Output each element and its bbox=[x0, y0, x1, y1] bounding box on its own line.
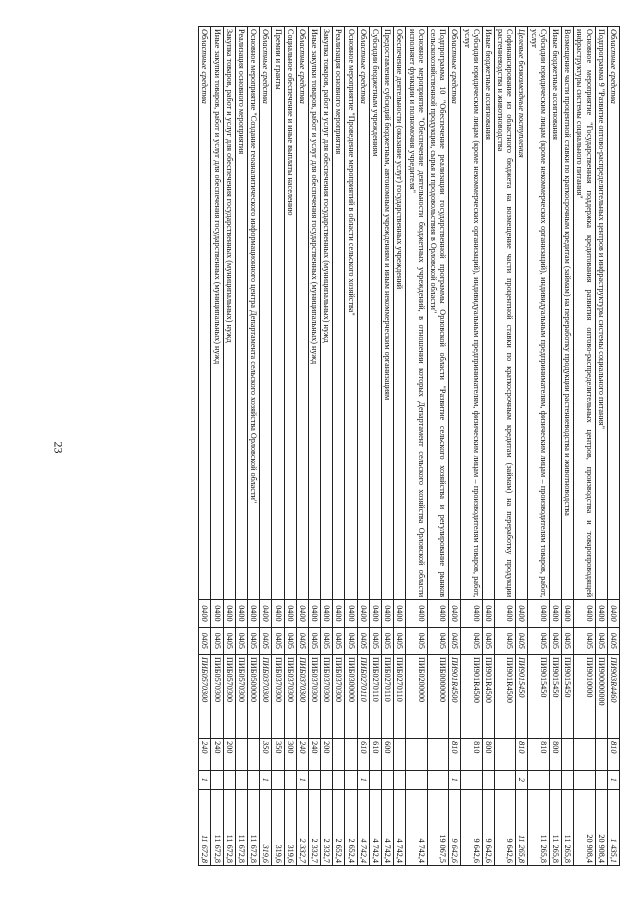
page-number: 23 bbox=[51, 441, 66, 454]
row-name-cell: Социальное обеспечение и иные выплаты населению bbox=[284, 27, 296, 600]
table-row bbox=[562, 27, 574, 866]
table-row bbox=[406, 27, 427, 866]
table-row bbox=[211, 27, 223, 866]
table-row bbox=[235, 27, 247, 866]
row-section-code-cell: 0400 bbox=[516, 600, 528, 627]
row-amount-cell: 11 265,8 bbox=[516, 789, 528, 865]
row-source-flag-cell: 1 bbox=[607, 770, 619, 789]
row-amount-cell: 19 067,5 bbox=[427, 789, 448, 865]
row-expense-type-cell bbox=[345, 739, 357, 770]
row-section-code-cell: 0400 bbox=[248, 600, 260, 627]
row-name-cell: Реализация основного мероприятия bbox=[235, 27, 247, 600]
table-row bbox=[369, 27, 381, 866]
row-source-flag-cell bbox=[382, 770, 394, 789]
table-row bbox=[284, 27, 296, 866]
row-subsection-code-cell: 0405 bbox=[308, 627, 320, 654]
row-target-article-cell: ПИБ0000000 bbox=[427, 654, 448, 738]
row-name-cell: Областные средства bbox=[357, 27, 369, 600]
row-expense-type-cell: 300 bbox=[284, 739, 296, 770]
table-row bbox=[296, 27, 308, 866]
table-row bbox=[607, 27, 619, 866]
row-expense-type-cell bbox=[394, 739, 406, 770]
row-target-article-cell: ПИ901R4500 bbox=[449, 654, 461, 738]
row-source-flag-cell bbox=[211, 770, 223, 789]
row-source-flag-cell: 1 bbox=[260, 770, 272, 789]
row-name-cell: Основное мероприятие "Государственная поддержка кредитования развития оптово-распределительных центров, производства и товаропроводящей инфраструктуры системы социального питания" bbox=[574, 27, 595, 600]
row-subsection-code-cell: 0405 bbox=[211, 627, 223, 654]
row-section-code-cell: 0400 bbox=[528, 600, 549, 627]
row-target-article-cell: ПИБ0570300 bbox=[235, 654, 247, 738]
row-target-article-cell: ПИБ0570300 bbox=[199, 654, 211, 738]
row-amount-cell: 20 908,4 bbox=[574, 789, 595, 865]
row-expense-type-cell bbox=[235, 739, 247, 770]
row-target-article-cell: ПИБ0370300 bbox=[321, 654, 333, 738]
table-row bbox=[528, 27, 549, 866]
row-target-article-cell: ПИБ0370300 bbox=[333, 654, 345, 738]
table-row bbox=[199, 27, 211, 866]
table-row bbox=[382, 27, 394, 866]
table-row bbox=[574, 27, 595, 866]
row-target-article-cell: ПИ9015450 bbox=[516, 654, 528, 738]
row-target-article-cell: ПИ9015450 bbox=[562, 654, 574, 738]
row-section-code-cell: 0400 bbox=[549, 600, 561, 627]
row-target-article-cell: ПИ900000000 bbox=[595, 654, 607, 738]
row-section-code-cell: 0400 bbox=[369, 600, 381, 627]
row-source-flag-cell bbox=[549, 770, 561, 789]
row-name-cell: Закупка товаров, работ и услуг для обеспечения государственных (муниципальных) нужд bbox=[223, 27, 235, 600]
row-subsection-code-cell: 0405 bbox=[235, 627, 247, 654]
table-row bbox=[427, 27, 448, 866]
row-section-code-cell: 0400 bbox=[394, 600, 406, 627]
row-section-code-cell: 0400 bbox=[260, 600, 272, 627]
row-amount-cell: 4 742,4 bbox=[369, 789, 381, 865]
row-subsection-code-cell: 0405 bbox=[345, 627, 357, 654]
row-subsection-code-cell: 0405 bbox=[394, 627, 406, 654]
row-expense-type-cell: 800 bbox=[549, 739, 561, 770]
row-amount-cell: 2 332,7 bbox=[321, 789, 333, 865]
row-section-code-cell: 0400 bbox=[211, 600, 223, 627]
table-row bbox=[308, 27, 320, 866]
table-row bbox=[357, 27, 369, 866]
row-amount-cell: 9 642,6 bbox=[449, 789, 461, 865]
row-subsection-code-cell: 0405 bbox=[284, 627, 296, 654]
row-target-article-cell: ПИ901R4500 bbox=[494, 654, 515, 738]
row-name-cell: Возмещение части процентной ставки по краткосрочным кредитам (займам) на переработку продукции растениеводства и животноводства bbox=[562, 27, 574, 600]
row-section-code-cell: 0400 bbox=[308, 600, 320, 627]
row-amount-cell: 11 265,8 bbox=[562, 789, 574, 865]
row-subsection-code-cell: 0405 bbox=[516, 627, 528, 654]
row-target-article-cell: ПИБ0300000 bbox=[345, 654, 357, 738]
row-subsection-code-cell: 0405 bbox=[369, 627, 381, 654]
table-row bbox=[595, 27, 607, 866]
row-source-flag-cell bbox=[248, 770, 260, 789]
rotated-table-container bbox=[80, 26, 620, 866]
row-amount-cell: 4 742,4 bbox=[357, 789, 369, 865]
row-amount-cell: 319,6 bbox=[284, 789, 296, 865]
row-name-cell: Основное мероприятие "Создание геоаналитического информационного центра Департамента сельского хозяйства Орловской области" bbox=[248, 27, 260, 600]
row-section-code-cell: 0400 bbox=[345, 600, 357, 627]
row-target-article-cell: ПИБ0370300 bbox=[260, 654, 272, 738]
row-target-article-cell: ПИБ0570300 bbox=[223, 654, 235, 738]
row-section-code-cell: 0400 bbox=[357, 600, 369, 627]
row-section-code-cell: 0400 bbox=[296, 600, 308, 627]
row-target-article-cell: ПИБ0570300 bbox=[211, 654, 223, 738]
table-row bbox=[461, 27, 482, 866]
row-subsection-code-cell: 0405 bbox=[607, 627, 619, 654]
row-target-article-cell: ПИБ0270110 bbox=[382, 654, 394, 738]
row-expense-type-cell: 200 bbox=[223, 739, 235, 770]
row-source-flag-cell bbox=[235, 770, 247, 789]
budget-table bbox=[198, 26, 620, 866]
row-source-flag-cell bbox=[482, 770, 494, 789]
row-name-cell: Обеспечение деятельности (оказание услуг) государственных учреждений bbox=[394, 27, 406, 600]
row-name-cell: Реализация основного мероприятия bbox=[333, 27, 345, 600]
row-source-flag-cell bbox=[284, 770, 296, 789]
row-expense-type-cell bbox=[248, 739, 260, 770]
row-expense-type-cell bbox=[427, 739, 448, 770]
row-section-code-cell: 0400 bbox=[562, 600, 574, 627]
row-name-cell: Предоставление субсидий бюджетным, автономным учреждениям и иным некоммерческим организациям bbox=[382, 27, 394, 600]
row-subsection-code-cell: 0405 bbox=[528, 627, 549, 654]
row-target-article-cell: ПИ9010000 bbox=[574, 654, 595, 738]
row-section-code-cell: 0400 bbox=[461, 600, 482, 627]
row-name-cell: Целевые безвозмездные поступления bbox=[516, 27, 528, 600]
row-section-code-cell: 0400 bbox=[482, 600, 494, 627]
row-amount-cell: 9 642,6 bbox=[494, 789, 515, 865]
row-subsection-code-cell: 0405 bbox=[223, 627, 235, 654]
row-section-code-cell: 0400 bbox=[284, 600, 296, 627]
row-amount-cell: 319,6 bbox=[260, 789, 272, 865]
row-subsection-code-cell: 0405 bbox=[333, 627, 345, 654]
row-expense-type-cell bbox=[562, 739, 574, 770]
row-expense-type-cell bbox=[406, 739, 427, 770]
row-name-cell: Софинансирование из областного бюджета на возмещение части процентной ставки по краткосрочным кредитам (займам) на переработку продукции растениеводства и животноводства bbox=[494, 27, 515, 600]
row-section-code-cell: 0400 bbox=[494, 600, 515, 627]
table-row bbox=[260, 27, 272, 866]
row-section-code-cell: 0400 bbox=[333, 600, 345, 627]
table-row bbox=[516, 27, 528, 866]
row-name-cell: Областные средства bbox=[260, 27, 272, 600]
table-row bbox=[482, 27, 494, 866]
row-subsection-code-cell: 0405 bbox=[382, 627, 394, 654]
budget-table-body bbox=[199, 27, 620, 866]
row-name-cell: Субсидии юридическим лицам (кроме некоммерческих организаций), индивидуальным предпринимателям, физическим лицам – производителям товаров, работ, услуг bbox=[461, 27, 482, 600]
row-target-article-cell: ПИ901R4500 bbox=[461, 654, 482, 738]
row-amount-cell: 11 672,8 bbox=[248, 789, 260, 865]
row-name-cell: Премии и гранты bbox=[272, 27, 284, 600]
row-expense-type-cell: 240 bbox=[308, 739, 320, 770]
row-expense-type-cell: 810 bbox=[516, 739, 528, 770]
row-source-flag-cell bbox=[308, 770, 320, 789]
row-section-code-cell: 0400 bbox=[235, 600, 247, 627]
row-amount-cell: 11 265,8 bbox=[528, 789, 549, 865]
table-row bbox=[223, 27, 235, 866]
row-target-article-cell: ПИ9015450 bbox=[528, 654, 549, 738]
table-row bbox=[321, 27, 333, 866]
row-amount-cell: 9 642,6 bbox=[482, 789, 494, 865]
row-source-flag-cell bbox=[574, 770, 595, 789]
row-expense-type-cell: 810 bbox=[461, 739, 482, 770]
table-row bbox=[394, 27, 406, 866]
row-name-cell: Иные закупки товаров, работ и услуг для обеспечения государственных (муниципальных) нужд bbox=[211, 27, 223, 600]
row-source-flag-cell bbox=[595, 770, 607, 789]
row-section-code-cell: 0400 bbox=[449, 600, 461, 627]
row-expense-type-cell: 610 bbox=[357, 739, 369, 770]
row-amount-cell: 2 652,4 bbox=[333, 789, 345, 865]
row-target-article-cell: ПИБ0200000 bbox=[406, 654, 427, 738]
row-name-cell: Подпрограмма 10 "Обеспечение реализации государственной программы Орловской области "Развитие сельского хозяйства и регулирование рынков сельскохозяйственной продукции, сырья и продовольствия в Орловской области" bbox=[427, 27, 448, 600]
table-row bbox=[494, 27, 515, 866]
row-target-article-cell: ПИБ0370300 bbox=[284, 654, 296, 738]
row-expense-type-cell: 810 bbox=[607, 739, 619, 770]
row-source-flag-cell bbox=[321, 770, 333, 789]
table-row bbox=[549, 27, 561, 866]
row-target-article-cell: ПИ903R4460 bbox=[607, 654, 619, 738]
row-section-code-cell: 0400 bbox=[574, 600, 595, 627]
row-expense-type-cell bbox=[595, 739, 607, 770]
row-section-code-cell: 0400 bbox=[382, 600, 394, 627]
row-expense-type-cell: 240 bbox=[199, 739, 211, 770]
row-amount-cell: 2 332,7 bbox=[296, 789, 308, 865]
row-name-cell: Областные средства bbox=[296, 27, 308, 600]
row-source-flag-cell bbox=[406, 770, 427, 789]
row-section-code-cell: 0400 bbox=[406, 600, 427, 627]
row-expense-type-cell bbox=[333, 739, 345, 770]
row-subsection-code-cell: 0405 bbox=[272, 627, 284, 654]
row-section-code-cell: 0400 bbox=[607, 600, 619, 627]
row-subsection-code-cell: 0405 bbox=[482, 627, 494, 654]
row-name-cell: Иные бюджетные ассигнования bbox=[549, 27, 561, 600]
row-expense-type-cell: 350 bbox=[272, 739, 284, 770]
row-source-flag-cell bbox=[494, 770, 515, 789]
row-source-flag-cell bbox=[333, 770, 345, 789]
row-amount-cell: 4 742,4 bbox=[406, 789, 427, 865]
row-section-code-cell: 0400 bbox=[321, 600, 333, 627]
row-expense-type-cell: 610 bbox=[369, 739, 381, 770]
row-amount-cell: 20 908,4 bbox=[595, 789, 607, 865]
row-name-cell: Областные средства bbox=[607, 27, 619, 600]
row-target-article-cell: ПИ9015450 bbox=[549, 654, 561, 738]
row-expense-type-cell bbox=[494, 739, 515, 770]
row-target-article-cell: ПИБ0500000 bbox=[248, 654, 260, 738]
row-amount-cell: 11 672,8 bbox=[211, 789, 223, 865]
row-name-cell: Областные средства bbox=[449, 27, 461, 600]
row-subsection-code-cell: 0405 bbox=[357, 627, 369, 654]
row-subsection-code-cell: 0405 bbox=[296, 627, 308, 654]
row-target-article-cell: ПИБ0370300 bbox=[308, 654, 320, 738]
row-subsection-code-cell: 0405 bbox=[574, 627, 595, 654]
row-source-flag-cell bbox=[528, 770, 549, 789]
row-expense-type-cell: 240 bbox=[296, 739, 308, 770]
row-subsection-code-cell: 0405 bbox=[199, 627, 211, 654]
row-subsection-code-cell: 0405 bbox=[248, 627, 260, 654]
row-subsection-code-cell: 0405 bbox=[427, 627, 448, 654]
row-expense-type-cell bbox=[574, 739, 595, 770]
row-source-flag-cell bbox=[562, 770, 574, 789]
row-amount-cell: 11 672,8 bbox=[223, 789, 235, 865]
table-row bbox=[272, 27, 284, 866]
row-source-flag-cell bbox=[461, 770, 482, 789]
row-expense-type-cell: 600 bbox=[382, 739, 394, 770]
row-source-flag-cell bbox=[272, 770, 284, 789]
row-source-flag-cell bbox=[394, 770, 406, 789]
row-source-flag-cell: 1 bbox=[296, 770, 308, 789]
row-source-flag-cell bbox=[345, 770, 357, 789]
row-name-cell: Основное мероприятие "Обеспечение деятельности бюджетных учреждений, в отношении которых Департамент сельского хозяйства Орловской области исполняет функции и полномочия учредителя" bbox=[406, 27, 427, 600]
row-target-article-cell: ПИ901R4500 bbox=[482, 654, 494, 738]
row-amount-cell: 11 265,8 bbox=[549, 789, 561, 865]
row-expense-type-cell: 810 bbox=[449, 739, 461, 770]
row-target-article-cell: ПИБ0370300 bbox=[296, 654, 308, 738]
row-subsection-code-cell: 0405 bbox=[549, 627, 561, 654]
row-source-flag-cell bbox=[369, 770, 381, 789]
table-row bbox=[333, 27, 345, 866]
row-subsection-code-cell: 0405 bbox=[321, 627, 333, 654]
row-name-cell: Областные средства bbox=[199, 27, 211, 600]
row-amount-cell: 2 332,7 bbox=[308, 789, 320, 865]
row-subsection-code-cell: 0405 bbox=[595, 627, 607, 654]
row-source-flag-cell: 1 bbox=[199, 770, 211, 789]
row-amount-cell: 4 742,4 bbox=[382, 789, 394, 865]
row-expense-type-cell: 350 bbox=[260, 739, 272, 770]
row-source-flag-cell: 2 bbox=[516, 770, 528, 789]
row-source-flag-cell: 1 bbox=[449, 770, 461, 789]
row-name-cell: Закупка товаров, работ и услуг для обеспечения государственных (муниципальных) нужд bbox=[321, 27, 333, 600]
row-target-article-cell: ПИБ0270110 bbox=[369, 654, 381, 738]
row-expense-type-cell: 810 bbox=[528, 739, 549, 770]
table-row bbox=[449, 27, 461, 866]
row-subsection-code-cell: 0405 bbox=[562, 627, 574, 654]
row-expense-type-cell: 200 bbox=[321, 739, 333, 770]
row-amount-cell: 4 742,4 bbox=[394, 789, 406, 865]
row-subsection-code-cell: 0405 bbox=[260, 627, 272, 654]
row-amount-cell: 1 435,1 bbox=[607, 789, 619, 865]
row-source-flag-cell bbox=[223, 770, 235, 789]
row-expense-type-cell: 240 bbox=[211, 739, 223, 770]
row-section-code-cell: 0400 bbox=[272, 600, 284, 627]
row-amount-cell: 11 672,8 bbox=[235, 789, 247, 865]
row-subsection-code-cell: 0405 bbox=[494, 627, 515, 654]
row-amount-cell: 9 642,6 bbox=[461, 789, 482, 865]
row-source-flag-cell bbox=[427, 770, 448, 789]
table-row bbox=[345, 27, 357, 866]
row-name-cell: Основное мероприятие "Проведение мероприятий в области сельского хозяйства" bbox=[345, 27, 357, 600]
row-amount-cell: 2 652,4 bbox=[345, 789, 357, 865]
table-row bbox=[248, 27, 260, 866]
row-name-cell: Субсидии юридическим лицам (кроме некоммерческих организаций), индивидуальным предпринимателям, физическим лицам – производителям товаров, работ, услуг bbox=[528, 27, 549, 600]
row-amount-cell: 11 672,8 bbox=[199, 789, 211, 865]
row-name-cell: Субсидии бюджетным учреждениям bbox=[369, 27, 381, 600]
row-target-article-cell: ПИБ0370300 bbox=[272, 654, 284, 738]
row-name-cell: Иные закупки товаров, работ и услуг для обеспечения государственных (муниципальных) нужд bbox=[308, 27, 320, 600]
row-section-code-cell: 0400 bbox=[427, 600, 448, 627]
row-target-article-cell: ПИБ0270110 bbox=[394, 654, 406, 738]
row-subsection-code-cell: 0405 bbox=[461, 627, 482, 654]
row-source-flag-cell: 1 bbox=[357, 770, 369, 789]
row-name-cell: Подпрограмма 9 "Развитие оптово-распределительных центров и инфраструктуры системы социального питания" bbox=[595, 27, 607, 600]
row-section-code-cell: 0400 bbox=[595, 600, 607, 627]
row-target-article-cell: ПИБ0270110 bbox=[357, 654, 369, 738]
row-amount-cell: 319,6 bbox=[272, 789, 284, 865]
row-section-code-cell: 0400 bbox=[199, 600, 211, 627]
row-subsection-code-cell: 0405 bbox=[449, 627, 461, 654]
row-expense-type-cell: 800 bbox=[482, 739, 494, 770]
row-name-cell: Иные бюджетные ассигнования bbox=[482, 27, 494, 600]
row-section-code-cell: 0400 bbox=[223, 600, 235, 627]
row-subsection-code-cell: 0405 bbox=[406, 627, 427, 654]
